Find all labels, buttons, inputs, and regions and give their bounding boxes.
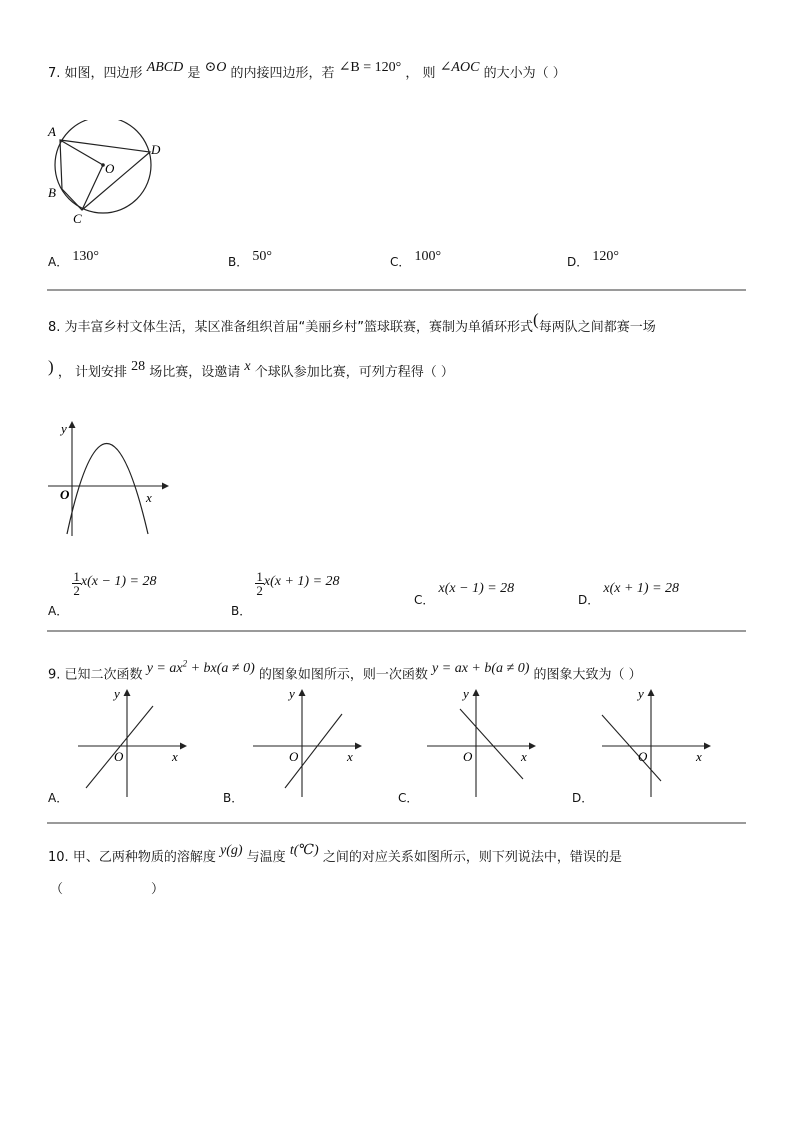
label-a: A: [48, 124, 56, 139]
option-d-label[interactable]: D．: [572, 791, 594, 805]
paren-close: ）: [151, 882, 165, 897]
y-axis-arrow: [124, 689, 131, 696]
option-letter: A．: [48, 255, 69, 269]
label-o: O: [105, 161, 115, 176]
label-x: x: [347, 749, 353, 764]
paren-open: （: [50, 882, 64, 897]
label-y: y: [638, 686, 644, 701]
denominator: 2: [73, 583, 80, 598]
option-d[interactable]: [578, 580, 680, 607]
option-value: x(x − 1) = 28: [80, 574, 157, 589]
option-a[interactable]: [48, 249, 99, 271]
label-o: O: [289, 749, 299, 764]
x-axis-arrow: [704, 743, 711, 750]
math-expr: [146, 658, 255, 676]
y-axis-arrow: [69, 421, 76, 428]
math-expr: t(℃): [289, 843, 319, 858]
x-axis-arrow: [180, 743, 187, 750]
option-a[interactable]: [48, 569, 157, 618]
math-expr: ∠AOC: [439, 60, 480, 75]
math-part: y = ax: [146, 660, 183, 676]
stem-text: ， 计划安排: [57, 365, 127, 380]
stem-text: 如图，四边形: [64, 66, 143, 81]
label-x: x: [146, 490, 152, 505]
math-expr: ABCD: [146, 60, 184, 75]
question-8-stem-line1: [48, 310, 656, 336]
stem-text: 的大小为（ ）: [483, 66, 566, 81]
line-graph: [602, 715, 661, 781]
math-part: + bx(a ≠ 0): [187, 660, 255, 676]
x-axis-arrow: [529, 743, 536, 750]
fraction: [72, 570, 81, 597]
option-letter: A．: [48, 604, 69, 618]
option-c-label[interactable]: C．: [398, 791, 419, 805]
label-y: y: [114, 686, 120, 701]
label-y: y: [61, 421, 67, 436]
option-letter: D．: [578, 593, 600, 607]
divider: [47, 630, 746, 632]
question-number: 10.: [48, 850, 69, 865]
math-expr: ∠B = 120°: [338, 60, 402, 75]
radii-oa-oc: [60, 140, 103, 210]
option-c[interactable]: [414, 580, 515, 607]
graph-c[interactable]: [423, 684, 538, 799]
option-value: 130°: [72, 249, 99, 264]
parabola-figure: [44, 418, 169, 538]
divider: [47, 289, 746, 291]
question-number: 8.: [48, 320, 61, 335]
paren: (: [533, 310, 539, 329]
paren: ): [48, 357, 54, 376]
option-value: x(x + 1) = 28: [603, 581, 680, 596]
stem-text: 甲、乙两种物质的溶解度: [72, 850, 216, 865]
circle-quadrilateral-figure: [44, 120, 164, 225]
stem-text: 为丰富乡村文体生活，某区准备组织首届“美丽乡村”篮球联赛，赛制为单循环形式: [64, 320, 534, 335]
stem-text: 已知二次函数: [64, 667, 143, 683]
stem-text: 每两队之间都赛一场: [538, 320, 656, 335]
option-value: x(x + 1) = 28: [263, 574, 340, 589]
label-b: B: [48, 185, 56, 200]
question-number: 9.: [48, 667, 61, 683]
denominator: 2: [256, 583, 263, 598]
stem-text: 的图象如图所示，则一次函数: [258, 667, 428, 683]
label-o: O: [114, 749, 124, 764]
label-y: y: [463, 686, 469, 701]
label-c: C: [73, 211, 82, 225]
math-expr: 28: [131, 359, 146, 374]
stem-text: 场比赛，设邀请: [149, 365, 241, 380]
graph-b[interactable]: [249, 684, 364, 799]
math-expr: y = ax + b(a ≠ 0): [432, 660, 530, 676]
label-x: x: [696, 749, 702, 764]
question-10-stem: [48, 843, 622, 866]
label-o: O: [60, 487, 70, 502]
exponent: 2: [182, 658, 188, 668]
label-y: y: [289, 686, 295, 701]
math-expr: ⊙O: [204, 60, 227, 75]
option-letter: D．: [567, 255, 589, 269]
question-8-stem-line2: [48, 357, 454, 381]
y-axis-arrow: [648, 689, 655, 696]
option-value: 120°: [592, 249, 619, 264]
x-axis-arrow: [162, 483, 169, 490]
fraction: [255, 570, 264, 597]
question-number: 7.: [48, 66, 61, 81]
label-o: O: [463, 749, 473, 764]
divider: [47, 822, 746, 824]
question-7-stem: [48, 60, 566, 82]
label-x: x: [521, 749, 527, 764]
stem-text: 是: [187, 66, 201, 81]
option-b[interactable]: [231, 569, 340, 618]
option-value: 50°: [252, 249, 272, 264]
question-9-stem: [48, 658, 642, 684]
option-c[interactable]: [390, 249, 442, 271]
option-letter: B．: [231, 604, 252, 618]
label-x: x: [172, 749, 178, 764]
stem-text: ， 则: [405, 66, 436, 81]
option-letter: B．: [228, 255, 249, 269]
option-value: 100°: [414, 249, 442, 264]
stem-text: 的图象大致为（ ）: [533, 667, 642, 683]
line-graph: [86, 706, 153, 788]
option-b[interactable]: [228, 249, 272, 271]
option-d[interactable]: [567, 249, 619, 271]
option-a-label[interactable]: A．: [48, 791, 69, 805]
y-axis-arrow: [473, 689, 480, 696]
answer-blank: [50, 882, 164, 898]
parabola-curve: [67, 444, 148, 535]
x-axis-arrow: [355, 743, 362, 750]
y-axis-arrow: [299, 689, 306, 696]
option-b-label[interactable]: B．: [223, 791, 244, 805]
option-value: x(x − 1) = 28: [438, 581, 515, 596]
line-graph: [460, 709, 523, 779]
stem-text: 之间的对应关系如图所示，则下列说法中，错误的是: [322, 850, 622, 865]
numerator: 1: [256, 569, 263, 584]
label-d: D: [151, 142, 161, 157]
math-expr: x: [244, 359, 251, 374]
option-letter: C．: [390, 255, 411, 269]
label-o: O: [638, 749, 648, 764]
graph-d[interactable]: [598, 684, 713, 799]
stem-text: 与温度: [246, 850, 286, 865]
option-letter: C．: [414, 593, 435, 607]
graph-a[interactable]: [74, 684, 189, 799]
math-expr: y(g): [219, 843, 243, 858]
stem-text: 个球队参加比赛，可列方程得（ ）: [254, 365, 454, 380]
stem-text: 的内接四边形，若: [230, 66, 335, 81]
numerator: 1: [73, 569, 80, 584]
